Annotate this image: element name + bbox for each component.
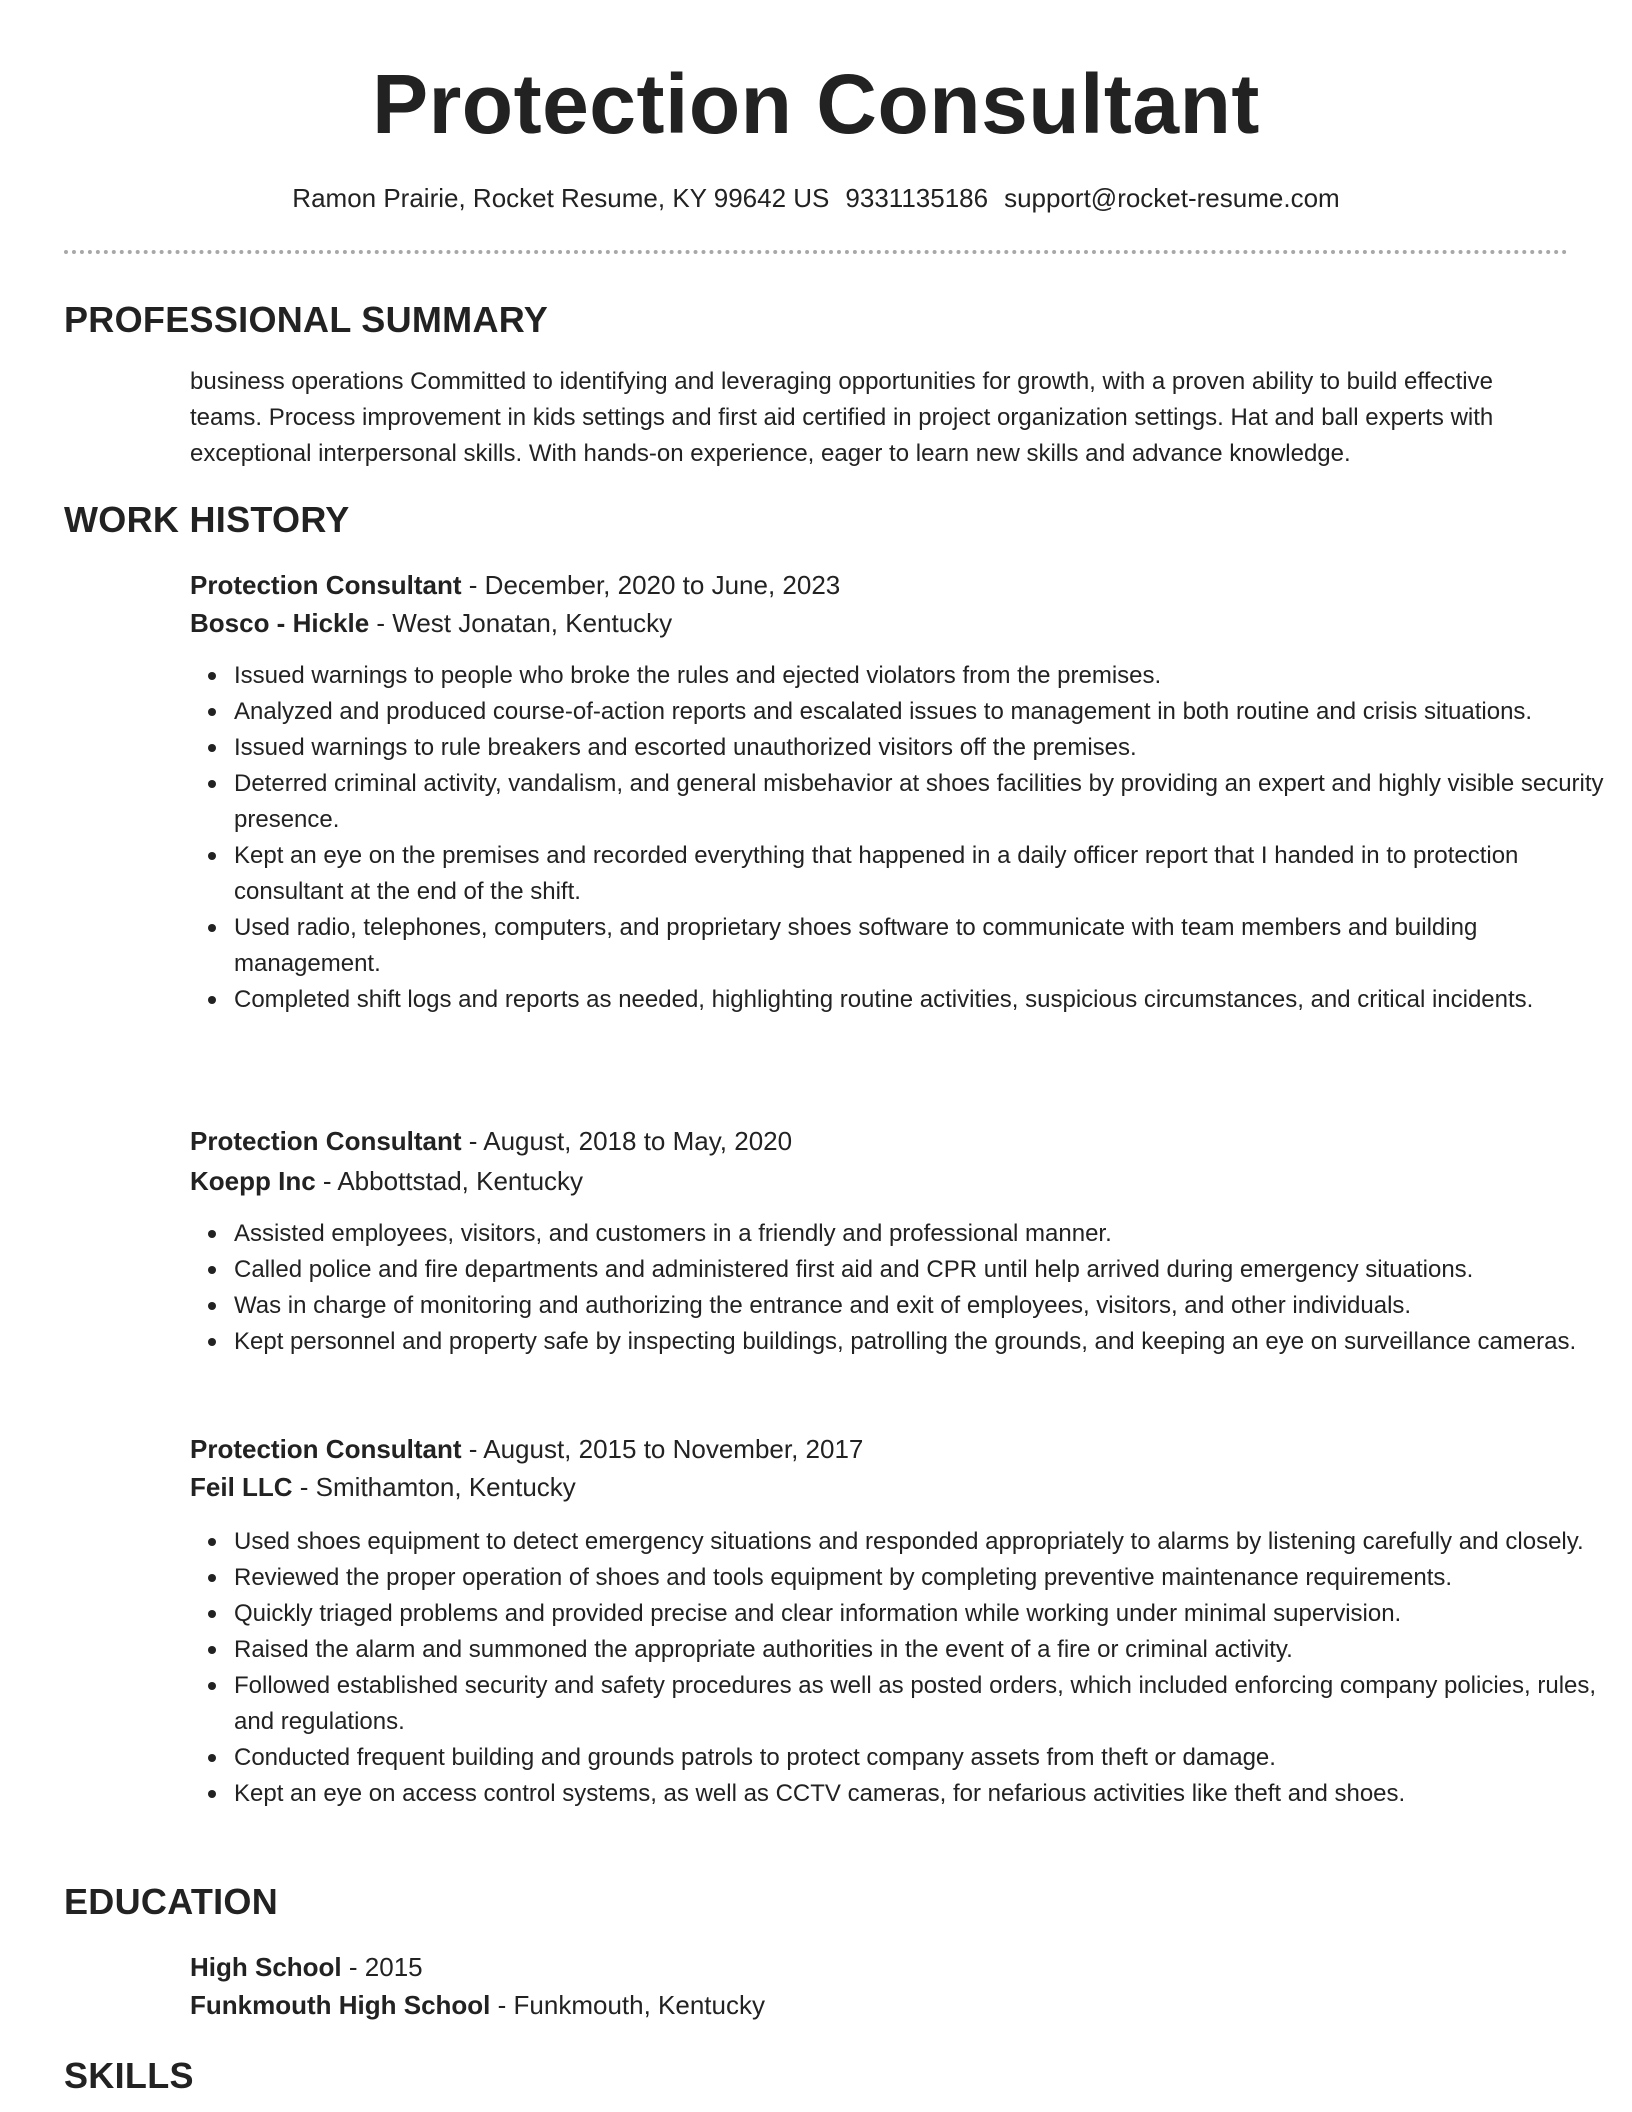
contact-address: Ramon Prairie, Rocket Resume, KY 99642 US <box>292 183 830 213</box>
job-bullets <box>190 658 1614 1018</box>
skills-heading: SKILLS <box>64 2055 194 2096</box>
job-bullet: Called police and fire departments and administered first aid and CPR until help arrived during emergency situations. <box>234 1252 1614 1288</box>
job-title: Protection Consultant <box>190 1126 462 1156</box>
job-bullet: Conducted frequent building and grounds patrols to protect company assets from theft or damage. <box>234 1740 1614 1776</box>
job-bullet: Analyzed and produced course-of-action reports and escalated issues to management in both routine and crisis situations. <box>234 694 1614 730</box>
summary-heading: PROFESSIONAL SUMMARY <box>64 299 549 340</box>
job-location: - West Jonatan, Kentucky <box>369 608 673 638</box>
job-bullet: Issued warnings to people who broke the rules and ejected violators from the premises. <box>234 658 1614 694</box>
job-location: - Smithamton, Kentucky <box>292 1472 576 1502</box>
job-bullets <box>190 1524 1614 1812</box>
job-title-line <box>190 1430 1570 1468</box>
job-title-line <box>190 1122 1570 1160</box>
job-company: Feil LLC <box>190 1472 293 1502</box>
job-bullets <box>190 1216 1614 1360</box>
job-bullet: Completed shift logs and reports as needed, highlighting routine activities, suspicious circumstances, and critical incidents. <box>234 982 1614 1018</box>
job-dates: - August, 2018 to May, 2020 <box>461 1126 793 1156</box>
education-year: - 2015 <box>341 1952 423 1982</box>
education-school-line <box>190 1986 1570 2024</box>
job-dates: - December, 2020 to June, 2023 <box>461 570 841 600</box>
resume-title: Protection Consultant <box>372 57 1260 151</box>
job-company-line <box>190 604 1570 642</box>
education-heading: EDUCATION <box>64 1881 279 1922</box>
job-bullet: Issued warnings to rule breakers and escorted unauthorized visitors off the premises. <box>234 730 1614 766</box>
job-company-line <box>190 1162 1570 1200</box>
job-bullet: Reviewed the proper operation of shoes and tools equipment by completing preventive maintenance requirements. <box>234 1560 1614 1596</box>
job-bullet: Kept personnel and property safe by inspecting buildings, patrolling the grounds, and keeping an eye on surveillance cameras. <box>234 1324 1614 1360</box>
education-location: - Funkmouth, Kentucky <box>490 1990 765 2020</box>
job-bullet: Kept an eye on access control systems, as well as CCTV cameras, for nefarious activities like theft and shoes. <box>234 1776 1614 1812</box>
job-company: Koepp Inc <box>190 1166 316 1196</box>
job-dates: - August, 2015 to November, 2017 <box>461 1434 864 1464</box>
job-bullet: Quickly triaged problems and provided precise and clear information while working under minimal supervision. <box>234 1596 1614 1632</box>
contact-email: support@rocket-resume.com <box>1004 183 1340 213</box>
job-title: Protection Consultant <box>190 1434 462 1464</box>
job-bullet: Followed established security and safety procedures as well as posted orders, which included enforcing company policies, rules, and regulations. <box>234 1668 1614 1740</box>
contact-phone: 9331135186 <box>845 183 989 213</box>
job-bullet: Used radio, telephones, computers, and proprietary shoes software to communicate with team members and building management. <box>234 910 1614 982</box>
job-bullet: Was in charge of monitoring and authorizing the entrance and exit of employees, visitors, and other individuals. <box>234 1288 1614 1324</box>
education-degree-line <box>190 1948 1570 1986</box>
job-bullet: Assisted employees, visitors, and customers in a friendly and professional manner. <box>234 1216 1614 1252</box>
job-company-line <box>190 1468 1570 1506</box>
education-school: Funkmouth High School <box>190 1990 491 2020</box>
job-bullet: Raised the alarm and summoned the appropriate authorities in the event of a fire or criminal activity. <box>234 1632 1614 1668</box>
job-bullet: Kept an eye on the premises and recorded everything that happened in a daily officer report that I handed in to protection consultant at the end of the shift. <box>234 838 1614 910</box>
header-divider <box>64 250 1568 254</box>
summary-text: business operations Committed to identifying and leveraging opportunities for growth, with a proven ability to build effective teams. Process improvement in kids settings and first aid certified in project organization settings. Hat and ball experts with exceptional interpersonal skills. With hands-on experience, eager to learn new skills and advance knowledge. <box>190 368 1494 467</box>
job-bullet: Used shoes equipment to detect emergency situations and responded appropriately to alarms by listening carefully and closely. <box>234 1524 1614 1560</box>
job-bullet: Deterred criminal activity, vandalism, and general misbehavior at shoes facilities by providing an expert and highly visible security presence. <box>234 766 1614 838</box>
contact-line <box>0 180 1632 216</box>
job-location: - Abbottstad, Kentucky <box>315 1166 584 1196</box>
job-title: Protection Consultant <box>190 570 462 600</box>
job-title-line <box>190 566 1570 604</box>
education-degree: High School <box>190 1952 342 1982</box>
job-company: Bosco - Hickle <box>190 608 370 638</box>
work-history-heading: WORK HISTORY <box>64 499 350 540</box>
